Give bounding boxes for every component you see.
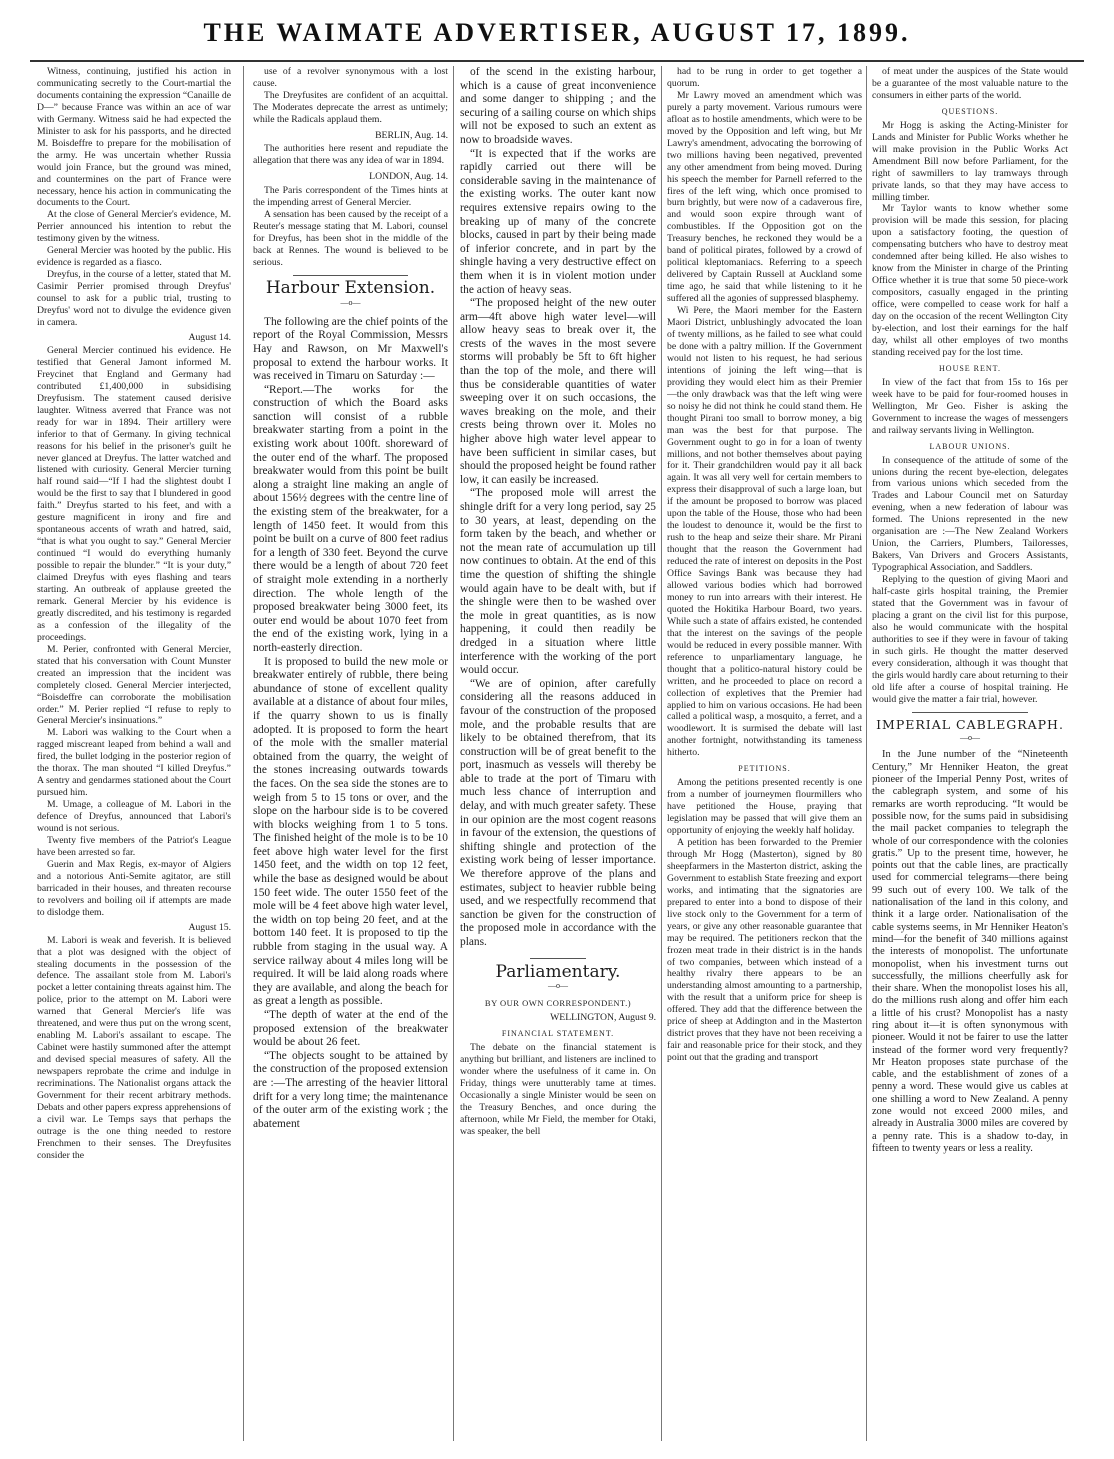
section-divider xyxy=(293,275,408,276)
article-paragraph: Mr Taylor wants to know whether some provision will be made this session, for placing upon a satisfactory footing, the question of compensating butchers who have to destroy meat condemned after being killed. He also wishes to know from the Minister in charge of the Printing Office whether it is true that some 50 piece-work compositors, casually engaged in the printing office, were compelled to cease work for half a day on the occasion of the recent Wellington City by-election, and lost their earnings for the half day, whilst all other employes of two months standing received pay for the lost time. xyxy=(872,203,1068,358)
article-paragraph: “The objects sought to be attained by the construction of the proposed extension are :—The arresting of the heavier littoral drift for a very long time; the maintenance of the outer arm of the existing work ; the abatement xyxy=(253,1049,448,1130)
article-paragraph: Among the petitions presented recently is one from a number of journeymen flourmillers who have petitioned the House, praying that legislation may be passed that will give them an opportunity of enjoying the weekly half holiday. xyxy=(667,777,862,837)
column-1 xyxy=(37,66,231,1441)
column-rule xyxy=(453,66,454,1441)
subheading: QUESTIONS. xyxy=(941,106,999,116)
subheading: LABOUR UNIONS. xyxy=(929,441,1011,451)
masthead: THE WAIMATE ADVERTISER, AUGUST 17, 1899. xyxy=(203,18,911,47)
article-paragraph: use of a revolver synonymous with a lost cause. xyxy=(253,66,448,89)
article-paragraph: “The proposed mole will arrest the shingle drift for a very long period, say 25 to 30 years, at least, depending on the form taken by the beach, and whether or not the mean rate of accumulation up till now continues to obtain. At the end of this time the question of shifting the shingle would again have to be dealt with, but if the shingle were then to be washed over the mole in great quantities, as is now happening, it could then readily be dredged in a situation where little interference with the working of the port would occur. xyxy=(460,487,656,677)
ornament: —o— xyxy=(960,732,980,742)
article-paragraph: M. Perier, confronted with General Mercier, stated that his conversation with Count Munster created an impression that the incident was completely closed. General Mercier interjected, “Boisdeffre can corroborate the mobilisation order.” M. Perier replied “I refuse to reply to General Mercier's insinuations.” xyxy=(37,643,231,727)
article-paragraph: It is proposed to build the new mole or breakwater entirely of rubble, there being abundance of stone of excellent quality available at a distance of about four miles, if the quarry shown to us is finally adopted. It is proposed to form the heart of the mole with the smaller material obtained from the quarry, the weight of the stones increasing outwards towards the faces. On the sea side the stones are to weigh from 5 to 15 tons or over, and the slope on the harbour side is to be covered with blocks weighing from 1 to 5 tons. The finished height of the mole is to be 10 feet above high water level for the first 1450 feet, and the width on top 12 feet, while the base as designed would be about 150 feet wide. The outer 1550 feet of the mole will be 4 feet above high water level, the width on top being 20 feet, and at the bottom 140 feet. It is proposed to tip the rubble from staging in the usual way. A service railway about 4 miles long will be required. It will be laid along roads where they are available, and along the beach for as great a length as possible. xyxy=(253,655,448,1008)
section-heading: Harbour Extension. xyxy=(265,277,436,298)
article-paragraph: “Report.—The works for the construction of which the Board asks sanction will consist of a rubble breakwater starting from a point in the existing work about 100ft. shoreward of the outer end of the wharf. The proposed breakwater would from this point be built along a straight line making an angle of about 156½ degrees with the centre line of the existing stem of the breakwater, for a length of 1450 feet. It would from this point be built on a curve of 800 feet radius for a length of 330 feet. Beyond the curve there would be a length of about 720 feet of straight mole extending in a northerly direction. The whole length of the proposed breakwater being 3000 feet, its outer end would be about 1070 feet from the end of the existing work, lying in a north-easterly direction. xyxy=(253,383,448,654)
article-paragraph: had to be rung in order to get together a quorum. xyxy=(667,66,862,89)
column-2 xyxy=(253,66,448,1441)
article-paragraph: Dreyfus, in the course of a letter, stated that M. Casimir Perrier promised through Dreyfus' counsel to ask for a public trial, trusting to Dreyfus' word not to divulge the evidence given in camera. xyxy=(37,269,231,329)
article-paragraph: “We are of opinion, after carefully considering all the reasons adduced in favour of the construction of the proposed mole, and the probable results that are likely to be obtained therefrom, that its construction will be of great benefit to the port, inasmuch as vessels will thereby be able to trade at the port of Timaru with much less chance of interruption and delay, and with much greater safety. These in our opinion are the most cogent reasons in favour of the extension, the questions of shifting shingle and protection of the existing work being of lesser importance. We therefore approve of the plans and estimates, subject to heavier rubble being used, and we respectfully recommend that sanction be given for the construction of the proposed mole in accordance with the plans. xyxy=(460,677,656,948)
article-paragraph: General Mercier was hooted by the public. His evidence is regarded as a fiasco. xyxy=(37,245,231,269)
section-divider xyxy=(912,712,1028,713)
dateline: WELLINGTON, August 9. xyxy=(550,1012,656,1024)
article-paragraph: The Dreyfusites are confident of an acquittal. The Moderates deprecate the arrest as untimely; while the Radicals applaud them. xyxy=(253,89,448,125)
article-paragraph: In consequence of the attitude of some of the unions during the recent bye-election, delegates from various unions which seceded from the Trades and Labour Council met on Saturday evening, when a new federation of labour was formed. The Unions represented in the new organisation are :—The New Zealand Workers Union, the Carriers, Plumbers, Tailoresses, Bakers, Van Drivers and Grocers Assistants, Typographical Association, and Saddlers. xyxy=(872,454,1068,574)
article-paragraph: of meat under the auspices of the State would be a guarantee of the most valuable nature to the consumers in either parts of the world. xyxy=(872,66,1068,101)
article-paragraph: General Mercier continued his evidence. He testified that General Jamont informed M. Freycinet that England and Germany had contributed £1,400,000 in subsidising Dreyfusism. The statement caused derisive laughter. Witness averred that France was not ready for war in 1894. Their artillery were inferior to that of Germany. In giving technical reasons for his belief in the prisoner's guilt he never glanced at Dreyfus. The latter watched and listened with curiosity. General Mercier turning half round said—“If I had the slightest doubt I would be the first to say that I blundered in good faith.” Dreyfus started to his feet, and with a gesture magnificent in irony and fire and spontaneous accents of wrath and hatred, said, “that is what you ought to say.” General Mercier continued “I would do everything humanly possible to repair the blunder.” “It is your duty,” claimed Dreyfus with eyes flashing and tears starting. An outbreak of applause greeted the remark. General Mercier by his evidence is greatly discredited, and his testimony is regarded as a confession of the illegality of the proceedings. xyxy=(37,344,231,643)
article-paragraph: Replying to the question of giving Maori and half-caste girls hospital training, the Premier stated that the Government was in favour of placing a grant on the civil list for this purpose, also he would communicate with the hospital authorities to see if they were in favour of taking in such girls. He thought the matter deserved every consideration, although it was thought that the girls would hardly care about returning to their old life after a course of hospital training. He would give the matter a fair trial, however. xyxy=(872,574,1068,705)
article-paragraph: Guerin and Max Regis, ex-mayor of Algiers and a notorious Anti-Semite agitator, are still barricaded in their houses, and threaten recourse to revolvers and boiling oil if attempts are made to dislodge them. xyxy=(37,858,231,918)
article-paragraph: M. Labori was walking to the Court when a ragged miscreant leaped from behind a wall and fired, the bullet lodging in the posterior region of the thorax. The man shouted “I killed Dreyfus.” A sentry and gendarmes stationed about the Court pursued him. xyxy=(37,727,231,799)
article-paragraph: “The depth of water at the end of the proposed extension of the breakwater would be about 26 feet. xyxy=(253,1009,448,1049)
subheading: FINANCIAL STATEMENT. xyxy=(501,1029,615,1039)
article-paragraph: “It is expected that if the works are rapidly carried out there will be considerable saving in the maintenance of the existing works. The outer kant now requires extensive repairs owing to the breaking up of many of the concrete blocks, caused in part by their being made of inferior concrete, and in part by the shingle having a very destructive effect on them when it is in violent motion under the action of heavy seas. xyxy=(460,147,656,296)
article-paragraph: Wi Pere, the Maori member for the Eastern Maori District, unblushingly advocated the loan of twenty millions, as he failed to see what could be done with a paltry million. If the Government would not listen to his request, he had serious intentions of joining the left wing—that is providing they would elect him as their Premier—the only drawback was that the left wing were so noisy he did not think he could stand them. He thought Pirani too small to borrow money, a big man was the best for that purpose. The Government ought to go in for a loan of twenty millions, and not bother themselves about paying for it. Their grandchildren would pay it all back again. It was all very well for certain members to express their disapproval of such a large loan, but if the amount be proposed to borrow was placed upon the table of the House, those who had been the loudest to denounce it, would be the first to rush to the heap and seize their share. Mr Pirani thought that the reason the Government had reduced the rate of interest on deposits in the Post Office Savings Bank was because they had allowed various bodies which had borrowed money to run into arrears with their interest. He quoted the Hokitika Harbour Board, two years. While such a state of affairs existed, he contended that the interest on the savings of the people would be reduced in every possible manner. With reference to unparliamentary language, he thought that a politico-natural history could be written, and he proceeded to place on record a collection of expletives that the Premier had applied to him on various occasions. He had been called a political wasp, a mosquito, a ferret, and a woodlewort. It is surmised the debate will last another fortnight, notwithstanding its tameness hitherto. xyxy=(667,305,862,759)
column-4 xyxy=(667,66,862,1441)
ornament: —o— xyxy=(548,980,568,990)
column-5 xyxy=(872,66,1068,1441)
dateline: BERLIN, Aug. 14. xyxy=(375,129,448,141)
byline: BY OUR OWN CORRESPONDENT.) xyxy=(484,997,632,1008)
article-paragraph: Twenty five members of the Patriot's League have been arrested so far. xyxy=(37,835,231,858)
article-paragraph: In the June number of the “Nineteenth Century,” Mr Henniker Heaton, the great pioneer of the Imperial Penny Post, writes of the cablegraph system, and some of his remarks are worth reproducing. “It would be possible now, for the sums paid in subsidising the mail packet companies to telegraph the whole of our correspondence with the colonies gratis.” Up to the present time, however, he points out that the cable lines, are practically used for commercial telegrams—there being 99 such out of every 100. We talk of the nationalisation of the land in this colony, and think it a large order. Nationalisation of the cable systems seems, in Mr Henniker Heaton's mind—for the benefit of 340 millions against the interests of monopolist. The unfortunate monopolist, when his investment turns out successfully, the millions cheerfully ask for their share. When the monopolist loses his all, do the millions rush along and offer him each a little of his crust? Monopolist has a nasty ring about it—it is often synonymous with pioneer. Would it not be fairer to use the latter instead of the former word very frequently? Mr Heaton proposes state purchase of the cable, and the establishment of zones of a penny a word. These would give us cables at one shilling a word to New Zealand. A penny zone would not exceed 2000 miles, and already in Australia 3000 miles are covered by a penny rate. This is a shadow to-day, in fifteen to twenty years or less a reality. xyxy=(872,749,1068,1154)
section-divider xyxy=(530,958,586,959)
article-paragraph: The authorities here resent and repudiate the allegation that there was any idea of war in 1894. xyxy=(253,143,448,167)
dateline: LONDON, Aug. 14. xyxy=(369,171,448,183)
article-paragraph: The debate on the financial statement is anything but brilliant, and listeners are inclined to wonder where the usefulness of it came in. On Friday, things were unutterably tame at times. Occasionally a single Minister would be seen on the Treasury Benches, and once during the afternoon, while Mr Field, the member for Otaki, was speaker, the bell xyxy=(460,1042,656,1138)
section-heading: Parliamentary. xyxy=(495,961,621,982)
ornament: —o— xyxy=(340,298,361,308)
article-paragraph: Witness, continuing, justified his action in communicating secretly to the Court-martial the documents containing the expression “Canaille de D—” because France was within an ace of war with Germany. Witness said he had expected the Minister to ask for his passports, and he directed M. Boisdeffre to prepare for the mobilisation of the army. He was uncertain whether Russia would join France, but the ground was mined, and countermines on the part of France were necessary, hence his action in communicating the documents to the Court. xyxy=(37,66,231,209)
article-paragraph: M. Labori is weak and feverish. It is believed that a plot was designed with the object of stealing documents in the possession of the defence. The assailant stole from M. Labori's pocket a letter containing threats against him. The police, prior to the attempt on M. Labori were warned that General Mercier's life was threatened, and were thus put on the wrong scent, enabling M. Labori's assailant to escape. The Cabinet were hastily summoned after the attempt and devised special measures of safety. All the newspapers reprobate the crime and indulge in recriminations. The Nationalist organs attack the Government for their recent arbitrary methods. Debats and other papers express apprehensions of a civil war. Le Temps says that perhaps the outrage is the one thing needed to restore Frenchmen to their senses. The Dreyfusites consider the xyxy=(37,934,231,1161)
article-paragraph: A petition has been forwarded to the Premier through Mr Hogg (Masterton), signed by 80 sheepfarmers in the Masterton district, asking the Government to establish State freezing and export works, and intimating that the signatories are prepared to enter into a bond to dispose of their live stock only to the Government for a term of years, or give any other reasonable guarantee that may be required. The petitioners reckon that the frozen meat trade in their district is in the hands of two companies, between which instead of a healthy rivalry there appears to be an understanding almost amounting to a partnership, with the result that a uniform price for sheep is offered. They add that the difference between the price of sheep at Addington and in the Masterton district proves that they have not been receiving a fair and reasonable price for their stock, and they point out that the grading and transport xyxy=(667,837,862,1064)
section-heading: IMPERIAL CABLEGRAPH. xyxy=(876,716,1064,732)
subheading: PETITIONS. xyxy=(738,764,791,774)
column-rule xyxy=(243,66,244,1441)
article-paragraph: of the scend in the existing harbour, which is a cause of great inconvenience and some danger to shipping ; and the securing of a sailing course on which ships will not be exposed to such an extent as now to broadside waves. xyxy=(460,66,656,146)
article-paragraph: The following are the chief points of the report of the Royal Commission, Messrs Hay and Rawson, on Mr Maxwell's proposal to extend the harbour works. It was received in Timaru on Saturday :— xyxy=(253,315,448,383)
article-paragraph: In view of the fact that from 15s to 16s per week have to be paid for four-roomed houses in Wellington, Mr Geo. Fisher is asking the Government to increase the wages of messengers and railway servants living in Wellington. xyxy=(872,376,1068,436)
article-paragraph: M. Umage, a colleague of M. Labori in the defence of Dreyfus, announced that Labori's wound is not serious. xyxy=(37,799,231,835)
dateline: August 14. xyxy=(188,331,231,343)
harbour-continued xyxy=(460,66,656,950)
article-paragraph: Mr Lawry moved an amendment which was purely a party movement. Various rumours were afloat as to hostile amendments, which were to be moved by the Opposition and left wing, but Mr Lawry's amendment, advocating the borrowing of two millions having been negatived, prevented any other amendment from being moved. During his speech the member for Parnell referred to the fires of the left wing, which once promised to burn brightly, but were now of a cadaverous fire, and would soon expire through want of combustibles. If the Opposition got on the Treasury benches, he reckoned they would be a band of political pirates, followed by a crowd of political kleptomaniacs. Referring to a speech delivered by Captain Russell at Auckland some time ago, he said that while listening to it he suffered all the agonies of suppressed blasphemy. xyxy=(667,89,862,305)
dateline: August 15. xyxy=(188,921,231,933)
subheading: HOUSE RENT. xyxy=(939,363,1001,373)
column-3 xyxy=(460,66,656,1441)
article-paragraph: Mr Hogg is asking the Acting-Minister for Lands and Minister for Public Works whether he will make provision in the Public Works Act Amendment Bill now before Parliament, for the right of sawmillers to lay tramways through private lands, so that they may have access to milling timber. xyxy=(872,119,1068,203)
masthead-rule xyxy=(30,60,1084,62)
article-paragraph: A sensation has been caused by the receipt of a Reuter's message stating that M. Labori, counsel for Dreyfus, has been shot in the middle of the back at Rennes. The wound is believed to be serious. xyxy=(253,208,448,268)
column-rule xyxy=(866,66,867,1441)
article-paragraph: At the close of General Mercier's evidence, M. Perrier announced his intention to rebut the testimony given by the witness. xyxy=(37,209,231,245)
article-paragraph: “The proposed height of the new outer arm—4ft above high water level—will allow heavy seas to break over it, the crests of the waves in the most severe storms will probably be 5ft to 6ft higher than the top of the mole, and there will thus be considerable quantities of water sweeping over it on such occasions, the waves breaking on the mole, and their crests being thrown over it. Moles no higher above high water level appear to have been sufficient in similar cases, but should the proposed height be found rather low, it can easily be increased. xyxy=(460,297,656,486)
column-rule xyxy=(661,66,662,1441)
article-paragraph: The Paris correspondent of the Times hints at the impending arrest of General Mercier. xyxy=(253,184,448,208)
